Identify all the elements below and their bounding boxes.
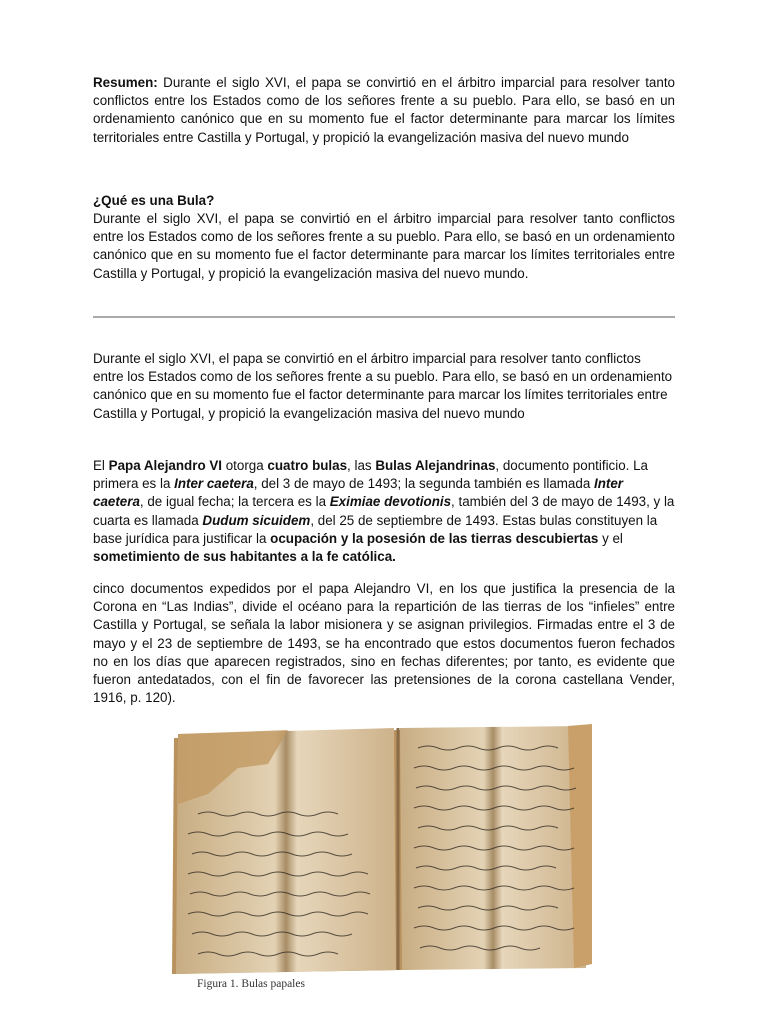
- bold-italic-run: Dudum sicuidem: [202, 512, 311, 528]
- text-run: , de igual fecha; la tercera es la: [139, 494, 330, 510]
- bold-run: cuatro bulas: [267, 458, 348, 473]
- resumen-label: Resumen:: [93, 75, 158, 90]
- text-run: , también del 3 de mayo de 1493, y la cuarta es llamada: [93, 494, 675, 528]
- horizontal-divider: [93, 316, 675, 318]
- text-run: , del 3 de mayo de 1493; la segunda también es llamada: [253, 476, 594, 492]
- bold-run: Papa Alejandro VI: [108, 458, 222, 473]
- bold-italic-run: Inter caetera: [174, 476, 254, 492]
- bula-paragraph: Durante el siglo XVI, el papa se convirtió en el árbitro imparcial para resolver tanto conflictos entre los Estados como de los señores frente a su pueblo. Para ello, se basó en un ordenamiento canónico que en su momento fue el factor determinante para marcar los límites territoriales entre Castilla y Portugal, y propició la evangelización masiva del nuevo mundo.: [93, 211, 675, 281]
- intro-paragraph: Durante el siglo XVI, el papa se convirtió en el árbitro imparcial para resolver tanto conflictos entre los Estados como de los señores frente a su pueblo. Para ello, se basó en un ordenamiento canónico que en su momento fue el factor determinante para marcar los límites territoriales entre Castilla y Portugal, y propició la evangelización masiva del nuevo mundo: [93, 351, 673, 421]
- bold-run: sometimiento de sus habitantes a la fe católica.: [93, 549, 396, 565]
- bold-italic-run: Eximiae devotionis: [329, 494, 452, 510]
- text-run: y el: [598, 530, 623, 546]
- text-run: , del 25 de septiembre de 1493. Estas bulas constituyen la base jurídica para justificar la: [93, 512, 658, 546]
- text-run: El: [93, 458, 109, 473]
- text-run: , las: [347, 458, 376, 473]
- manuscript-photo: [168, 724, 592, 976]
- figure-caption: Figura 1. Bulas papales: [197, 978, 305, 990]
- bold-run: ocupación y la posesión de las tierras descubiertas: [270, 530, 599, 546]
- text-run: otorga: [222, 458, 268, 473]
- bold-run: Bulas Alejandrinas: [375, 458, 496, 473]
- resumen-text: Durante el siglo XVI, el papa se convirtió en el árbitro imparcial para resolver tanto conflictos entre los Estados como de los señores frente a su pueblo. Para ello, se basó en un ordenamiento canónico que en su momento fue el factor determinante para marcar los límites territoriales entre Castilla y Portugal, y propició la evangelización masiva del nuevo mundo: [93, 75, 675, 145]
- bula-heading: ¿Qué es una Bula?: [93, 193, 215, 208]
- cinco-paragraph: cinco documentos expedidos por el papa Alejandro VI, en los que justifica la presencia de la Corona en “Las Indias”, divide el océano para la repartición de las tierras de los “infieles” entre Castilla y Portugal, se señala la labor misionera y se asignan privilegios. Firmadas entre el 3 de mayo y el 23 de septiembre de 1493, se ha encontrado que estos documentos fueron fechados no en los días que aparecen registrados, sino en fechas diferentes; por tanto, es evidente que fueron antedatados, con el fin de favorecer las pretensiones de la corona castellana Vender, 1916, p. 120).: [93, 581, 675, 706]
- resumen-paragraph: [93, 74, 675, 147]
- alejandro-paragraph: [93, 457, 675, 566]
- bold-italic-run: Inter caetera: [93, 476, 624, 510]
- text-run: , documento pontificio. La primera es la: [93, 458, 648, 492]
